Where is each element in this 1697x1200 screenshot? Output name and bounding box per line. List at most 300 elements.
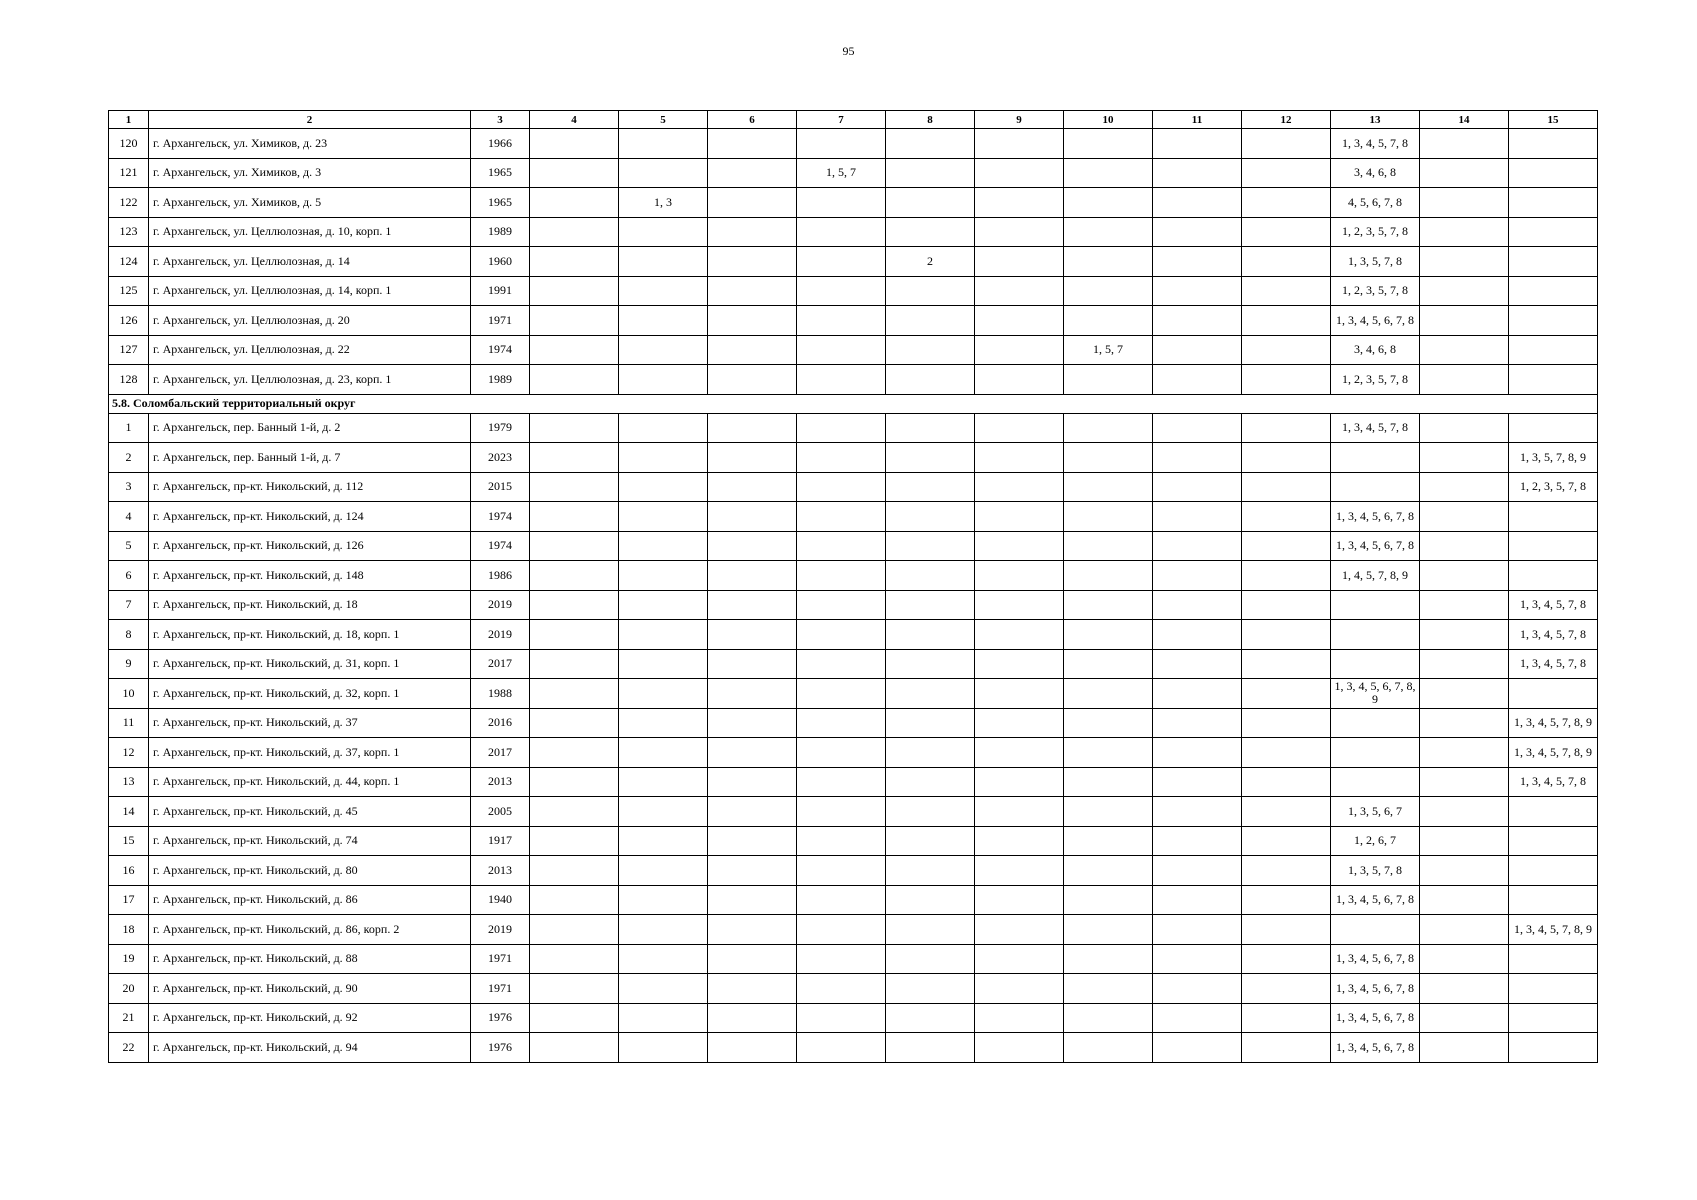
row-number-cell: 9 xyxy=(109,649,149,679)
table-cell xyxy=(530,885,619,915)
table-cell: 1, 2, 3, 5, 7, 8 xyxy=(1509,472,1598,502)
table-cell xyxy=(797,649,886,679)
table-cell xyxy=(797,826,886,856)
table-cell xyxy=(1242,915,1331,945)
table-cell xyxy=(1153,413,1242,443)
table-body xyxy=(109,129,1598,1063)
address-cell: г. Архангельск, пр-кт. Никольский, д. 37 xyxy=(149,708,471,738)
table-cell xyxy=(975,129,1064,159)
table-cell xyxy=(1509,413,1598,443)
table-cell xyxy=(1331,708,1420,738)
column-header: 10 xyxy=(1064,111,1153,129)
table-cell xyxy=(530,217,619,247)
table-cell xyxy=(1064,797,1153,827)
table-cell xyxy=(1331,620,1420,650)
table-cell xyxy=(1509,856,1598,886)
table-cell xyxy=(708,915,797,945)
address-cell: г. Архангельск, пр-кт. Никольский, д. 86, корп. 2 xyxy=(149,915,471,945)
table-cell xyxy=(886,708,975,738)
table-cell xyxy=(797,590,886,620)
table-cell xyxy=(1242,188,1331,218)
table-cell xyxy=(708,590,797,620)
table-cell xyxy=(1420,708,1509,738)
table-cell xyxy=(1153,856,1242,886)
column-header: 1 xyxy=(109,111,149,129)
table-cell xyxy=(797,502,886,532)
table-cell xyxy=(886,413,975,443)
table-cell xyxy=(886,217,975,247)
table-cell xyxy=(797,129,886,159)
table-cell xyxy=(1242,276,1331,306)
address-cell: г. Архангельск, ул. Химиков, д. 3 xyxy=(149,158,471,188)
table-row xyxy=(109,443,1598,473)
table-cell xyxy=(708,797,797,827)
row-number-cell: 20 xyxy=(109,974,149,1004)
table-cell xyxy=(1064,443,1153,473)
table-cell: 1, 3, 4, 5, 7, 8 xyxy=(1331,413,1420,443)
table-row xyxy=(109,247,1598,277)
column-header: 4 xyxy=(530,111,619,129)
table-cell xyxy=(1153,620,1242,650)
table-cell: 2016 xyxy=(471,708,530,738)
row-number-cell: 16 xyxy=(109,856,149,886)
table-cell xyxy=(1242,620,1331,650)
table-row xyxy=(109,217,1598,247)
table-cell xyxy=(1420,590,1509,620)
table-cell xyxy=(975,649,1064,679)
table-cell xyxy=(619,129,708,159)
table-cell xyxy=(886,443,975,473)
table-cell xyxy=(797,708,886,738)
row-number-cell: 3 xyxy=(109,472,149,502)
address-cell: г. Архангельск, пр-кт. Никольский, д. 18 xyxy=(149,590,471,620)
row-number-cell: 2 xyxy=(109,443,149,473)
table-cell xyxy=(1242,413,1331,443)
address-cell: г. Архангельск, пр-кт. Никольский, д. 92 xyxy=(149,1003,471,1033)
table-cell xyxy=(619,885,708,915)
address-cell: г. Архангельск, пр-кт. Никольский, д. 86 xyxy=(149,885,471,915)
table-cell: 4, 5, 6, 7, 8 xyxy=(1331,188,1420,218)
table-cell xyxy=(1064,413,1153,443)
table-cell xyxy=(530,649,619,679)
table-cell xyxy=(886,738,975,768)
table-cell xyxy=(1153,915,1242,945)
table-cell xyxy=(1153,217,1242,247)
table-cell xyxy=(1331,649,1420,679)
table-cell xyxy=(708,974,797,1004)
table-cell: 1, 3, 5, 7, 8 xyxy=(1331,247,1420,277)
table-cell xyxy=(975,826,1064,856)
row-number-cell: 127 xyxy=(109,335,149,365)
column-header: 5 xyxy=(619,111,708,129)
table-cell: 1, 3 xyxy=(619,188,708,218)
table-cell xyxy=(975,885,1064,915)
table-cell xyxy=(1509,365,1598,395)
table-cell xyxy=(1331,443,1420,473)
table-cell xyxy=(797,413,886,443)
table-cell: 1989 xyxy=(471,217,530,247)
table-cell: 2019 xyxy=(471,590,530,620)
table-cell xyxy=(1242,1003,1331,1033)
table-cell xyxy=(797,856,886,886)
table-cell xyxy=(797,738,886,768)
table-cell xyxy=(1509,826,1598,856)
table-cell xyxy=(1064,561,1153,591)
table-cell xyxy=(530,443,619,473)
address-cell: г. Архангельск, пр-кт. Никольский, д. 31, корп. 1 xyxy=(149,649,471,679)
table-cell xyxy=(1064,620,1153,650)
address-cell: г. Архангельск, пр-кт. Никольский, д. 45 xyxy=(149,797,471,827)
address-cell: г. Архангельск, ул. Целлюлозная, д. 14 xyxy=(149,247,471,277)
table-cell: 1965 xyxy=(471,188,530,218)
table-cell xyxy=(1509,129,1598,159)
table-cell xyxy=(1420,158,1509,188)
table-cell xyxy=(886,188,975,218)
table-cell xyxy=(797,885,886,915)
table-cell xyxy=(619,708,708,738)
table-cell xyxy=(1509,217,1598,247)
table-cell: 2019 xyxy=(471,915,530,945)
table-cell xyxy=(619,247,708,277)
table-cell xyxy=(1153,1033,1242,1063)
table-cell: 1971 xyxy=(471,306,530,336)
address-cell: г. Архангельск, пер. Банный 1-й, д. 7 xyxy=(149,443,471,473)
table-cell xyxy=(708,885,797,915)
table-row xyxy=(109,856,1598,886)
table-cell xyxy=(797,247,886,277)
table-cell xyxy=(1331,767,1420,797)
table-cell xyxy=(619,826,708,856)
table-cell xyxy=(1064,738,1153,768)
table-cell xyxy=(1242,306,1331,336)
table-cell xyxy=(886,826,975,856)
table-row xyxy=(109,826,1598,856)
data-table xyxy=(108,110,1598,1063)
table-cell xyxy=(1331,590,1420,620)
table-cell xyxy=(708,306,797,336)
table-row xyxy=(109,413,1598,443)
table-cell xyxy=(530,1033,619,1063)
row-number-cell: 6 xyxy=(109,561,149,591)
table-cell xyxy=(1420,531,1509,561)
table-cell: 2017 xyxy=(471,649,530,679)
table-cell xyxy=(975,944,1064,974)
row-number-cell: 21 xyxy=(109,1003,149,1033)
table-row xyxy=(109,649,1598,679)
table-cell xyxy=(530,679,619,709)
table-cell xyxy=(708,247,797,277)
table-cell xyxy=(530,944,619,974)
table-cell xyxy=(1064,679,1153,709)
table-cell xyxy=(975,531,1064,561)
table-cell xyxy=(1420,679,1509,709)
table-cell xyxy=(797,276,886,306)
table-cell xyxy=(708,708,797,738)
table-cell xyxy=(1153,738,1242,768)
table-cell xyxy=(1420,620,1509,650)
table-cell xyxy=(1420,797,1509,827)
table-cell xyxy=(886,1033,975,1063)
table-row xyxy=(109,335,1598,365)
table-cell: 2013 xyxy=(471,767,530,797)
table-cell xyxy=(1153,502,1242,532)
table-cell xyxy=(797,443,886,473)
table-cell xyxy=(1509,797,1598,827)
row-number-cell: 8 xyxy=(109,620,149,650)
table-cell: 2023 xyxy=(471,443,530,473)
address-cell: г. Архангельск, пр-кт. Никольский, д. 126 xyxy=(149,531,471,561)
table-cell xyxy=(530,472,619,502)
table-row xyxy=(109,365,1598,395)
table-cell xyxy=(1242,649,1331,679)
table-cell xyxy=(797,335,886,365)
table-cell xyxy=(1242,856,1331,886)
table-header xyxy=(109,111,1598,129)
row-number-cell: 121 xyxy=(109,158,149,188)
table-cell xyxy=(1064,502,1153,532)
table-cell xyxy=(708,502,797,532)
table-cell: 1976 xyxy=(471,1033,530,1063)
table-cell xyxy=(797,561,886,591)
table-cell xyxy=(1420,443,1509,473)
table-cell xyxy=(975,1003,1064,1033)
table-cell: 1976 xyxy=(471,1003,530,1033)
table-cell xyxy=(619,217,708,247)
table-cell xyxy=(708,276,797,306)
row-number-cell: 14 xyxy=(109,797,149,827)
table-cell xyxy=(975,856,1064,886)
table-cell: 1, 5, 7 xyxy=(1064,335,1153,365)
table-cell xyxy=(797,915,886,945)
column-header: 3 xyxy=(471,111,530,129)
header-row xyxy=(109,111,1598,129)
table-cell: 1974 xyxy=(471,531,530,561)
table-cell xyxy=(886,472,975,502)
table-cell xyxy=(1153,129,1242,159)
table-row xyxy=(109,944,1598,974)
row-number-cell: 120 xyxy=(109,129,149,159)
table-cell xyxy=(1509,276,1598,306)
table-cell xyxy=(797,365,886,395)
table-cell xyxy=(1242,679,1331,709)
table-cell xyxy=(530,708,619,738)
address-cell: г. Архангельск, ул. Целлюлозная, д. 20 xyxy=(149,306,471,336)
table-cell xyxy=(1064,472,1153,502)
table-row xyxy=(109,679,1598,709)
table-cell xyxy=(1420,276,1509,306)
table-row xyxy=(109,472,1598,502)
table-cell xyxy=(530,767,619,797)
address-cell: г. Архангельск, пр-кт. Никольский, д. 18, корп. 1 xyxy=(149,620,471,650)
table-cell xyxy=(619,620,708,650)
table-cell: 1, 3, 4, 5, 6, 7, 8 xyxy=(1331,885,1420,915)
table-row xyxy=(109,974,1598,1004)
row-number-cell: 10 xyxy=(109,679,149,709)
table-cell xyxy=(1153,561,1242,591)
table-cell xyxy=(886,158,975,188)
table-cell: 1, 4, 5, 7, 8, 9 xyxy=(1331,561,1420,591)
table-cell xyxy=(1153,531,1242,561)
table-cell xyxy=(1420,502,1509,532)
table-cell xyxy=(1064,217,1153,247)
address-cell: г. Архангельск, пр-кт. Никольский, д. 112 xyxy=(149,472,471,502)
table-cell xyxy=(1420,826,1509,856)
row-number-cell: 17 xyxy=(109,885,149,915)
table-cell xyxy=(975,767,1064,797)
table-cell xyxy=(530,158,619,188)
address-cell: г. Архангельск, пр-кт. Никольский, д. 148 xyxy=(149,561,471,591)
table-cell xyxy=(619,944,708,974)
table-cell xyxy=(1064,649,1153,679)
table-cell xyxy=(975,797,1064,827)
address-cell: г. Архангельск, ул. Целлюлозная, д. 22 xyxy=(149,335,471,365)
table-cell xyxy=(1420,472,1509,502)
table-cell xyxy=(886,885,975,915)
table-cell xyxy=(886,365,975,395)
table-cell xyxy=(1420,413,1509,443)
table-cell: 1960 xyxy=(471,247,530,277)
table-cell xyxy=(619,443,708,473)
table-cell xyxy=(619,502,708,532)
table-cell: 1, 3, 4, 5, 6, 7, 8 xyxy=(1331,1003,1420,1033)
table-cell xyxy=(886,129,975,159)
table-row xyxy=(109,885,1598,915)
table-cell xyxy=(1153,767,1242,797)
table-cell xyxy=(1331,915,1420,945)
table-cell xyxy=(1420,1033,1509,1063)
table-cell xyxy=(886,767,975,797)
table-cell: 1, 3, 4, 5, 7, 8 xyxy=(1509,590,1598,620)
table-cell xyxy=(886,944,975,974)
column-header: 6 xyxy=(708,111,797,129)
column-header: 12 xyxy=(1242,111,1331,129)
table-cell: 1, 2, 3, 5, 7, 8 xyxy=(1331,217,1420,247)
table-cell xyxy=(1153,679,1242,709)
table-cell xyxy=(1242,158,1331,188)
table-cell xyxy=(1420,885,1509,915)
table-cell xyxy=(797,944,886,974)
table-cell xyxy=(1420,188,1509,218)
table-cell xyxy=(1420,247,1509,277)
column-header: 11 xyxy=(1153,111,1242,129)
table-cell xyxy=(1242,335,1331,365)
table-cell xyxy=(530,797,619,827)
column-header: 15 xyxy=(1509,111,1598,129)
table-row xyxy=(109,188,1598,218)
table-cell: 1, 3, 4, 5, 6, 7, 8 xyxy=(1331,531,1420,561)
table-cell xyxy=(1509,679,1598,709)
table-cell xyxy=(886,974,975,1004)
table-cell xyxy=(886,649,975,679)
row-number-cell: 19 xyxy=(109,944,149,974)
table-cell xyxy=(1153,797,1242,827)
table-cell xyxy=(1509,1033,1598,1063)
table-cell xyxy=(1064,1003,1153,1033)
table-cell xyxy=(797,188,886,218)
table-cell xyxy=(975,974,1064,1004)
table-cell xyxy=(1064,158,1153,188)
table-cell xyxy=(1064,188,1153,218)
table-cell xyxy=(530,915,619,945)
table-cell: 1, 3, 4, 5, 7, 8, 9 xyxy=(1509,738,1598,768)
table-cell xyxy=(619,590,708,620)
address-cell: г. Архангельск, пр-кт. Никольский, д. 124 xyxy=(149,502,471,532)
table-cell xyxy=(1153,826,1242,856)
table-cell xyxy=(1064,915,1153,945)
table-cell xyxy=(975,708,1064,738)
table-cell xyxy=(530,738,619,768)
table-cell: 1971 xyxy=(471,974,530,1004)
table-cell xyxy=(619,561,708,591)
table-cell xyxy=(797,974,886,1004)
row-number-cell: 122 xyxy=(109,188,149,218)
table-row xyxy=(109,561,1598,591)
table-cell xyxy=(708,188,797,218)
table-cell xyxy=(886,797,975,827)
table-cell: 1, 3, 5, 6, 7 xyxy=(1331,797,1420,827)
table-cell xyxy=(619,856,708,886)
table-row xyxy=(109,915,1598,945)
table-cell: 1, 3, 4, 5, 7, 8, 9 xyxy=(1509,708,1598,738)
table-cell xyxy=(975,679,1064,709)
table-cell xyxy=(530,306,619,336)
row-number-cell: 22 xyxy=(109,1033,149,1063)
table-cell xyxy=(619,797,708,827)
row-number-cell: 11 xyxy=(109,708,149,738)
table-cell xyxy=(1420,217,1509,247)
row-number-cell: 13 xyxy=(109,767,149,797)
table-cell xyxy=(619,472,708,502)
table-cell xyxy=(708,531,797,561)
table-cell xyxy=(1153,885,1242,915)
table-cell xyxy=(1064,767,1153,797)
table-row xyxy=(109,797,1598,827)
address-cell: г. Архангельск, ул. Химиков, д. 23 xyxy=(149,129,471,159)
table-cell xyxy=(1064,306,1153,336)
address-cell: г. Архангельск, пр-кт. Никольский, д. 37, корп. 1 xyxy=(149,738,471,768)
table-cell xyxy=(1509,561,1598,591)
table-cell: 1, 3, 4, 5, 6, 7, 8 xyxy=(1331,306,1420,336)
table-cell xyxy=(1064,1033,1153,1063)
table-cell xyxy=(1242,974,1331,1004)
table-cell xyxy=(619,974,708,1004)
table-cell xyxy=(975,915,1064,945)
table-cell: 1, 3, 4, 5, 7, 8 xyxy=(1509,767,1598,797)
table-cell: 1986 xyxy=(471,561,530,591)
table-cell xyxy=(1331,472,1420,502)
table-cell xyxy=(975,561,1064,591)
table-cell xyxy=(1242,247,1331,277)
table-cell: 1, 3, 5, 7, 8, 9 xyxy=(1509,443,1598,473)
table-cell: 1974 xyxy=(471,335,530,365)
table-cell xyxy=(619,276,708,306)
table-cell xyxy=(708,679,797,709)
table-cell xyxy=(530,188,619,218)
table-cell xyxy=(797,217,886,247)
table-cell xyxy=(1420,306,1509,336)
table-cell: 1971 xyxy=(471,944,530,974)
table-cell xyxy=(708,158,797,188)
address-cell: г. Архангельск, ул. Целлюлозная, д. 10, корп. 1 xyxy=(149,217,471,247)
table-cell xyxy=(1064,531,1153,561)
table-cell xyxy=(708,856,797,886)
table-cell xyxy=(619,679,708,709)
table-cell xyxy=(975,1033,1064,1063)
table-cell xyxy=(797,531,886,561)
table-cell xyxy=(1242,443,1331,473)
table-cell xyxy=(886,856,975,886)
row-number-cell: 1 xyxy=(109,413,149,443)
